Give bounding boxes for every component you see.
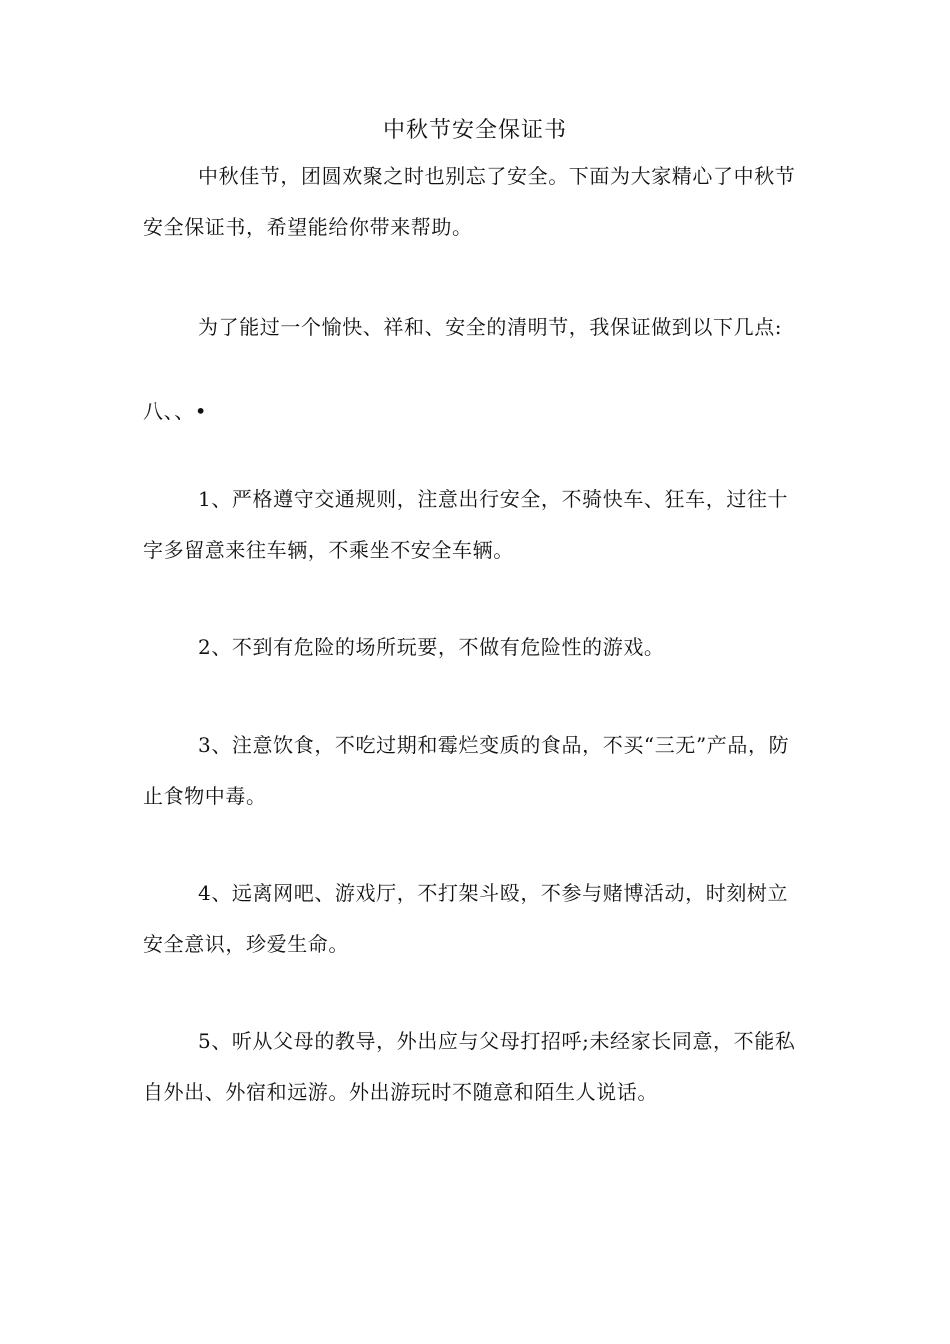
stray-marks-line: 八、、•	[143, 399, 208, 423]
pledge-lead-paragraph: 为了能过一个愉快、祥和、安全的清明节，我保证做到以下几点:	[198, 315, 783, 339]
pledge-item-4: 4、远离网吧、游戏厅，不打架斗殴，不参与赌博活动，时刻树立安全意识，珍爱生命。	[143, 881, 789, 956]
pledge-item-1: 1、严格遵守交通规则，注意出行安全，不骑快车、狂车，过往十字多留意来往车辆，不乘坐不安全车辆。	[143, 487, 789, 562]
pledge-item-3: 3、注意饮食，不吃过期和霉烂变质的食品，不买“三无”产品，防止食物中毒。	[143, 733, 790, 808]
document-title: 中秋节安全保证书	[382, 118, 567, 143]
pledge-item-5: 5、听从父母的教导，外出应与父母打招呼;未经家长同意，不能私自外出、外宿和远游。外出游玩时不随意和陌生人说话。	[143, 1029, 796, 1104]
intro-paragraph: 中秋佳节，团圆欢聚之时也别忘了安全。下面为大家精心了中秋节安全保证书，希望能给你带来帮助。	[143, 164, 796, 239]
pledge-item-2: 2、不到有危险的场所玩要，不做有危险性的游戏。	[198, 635, 665, 659]
